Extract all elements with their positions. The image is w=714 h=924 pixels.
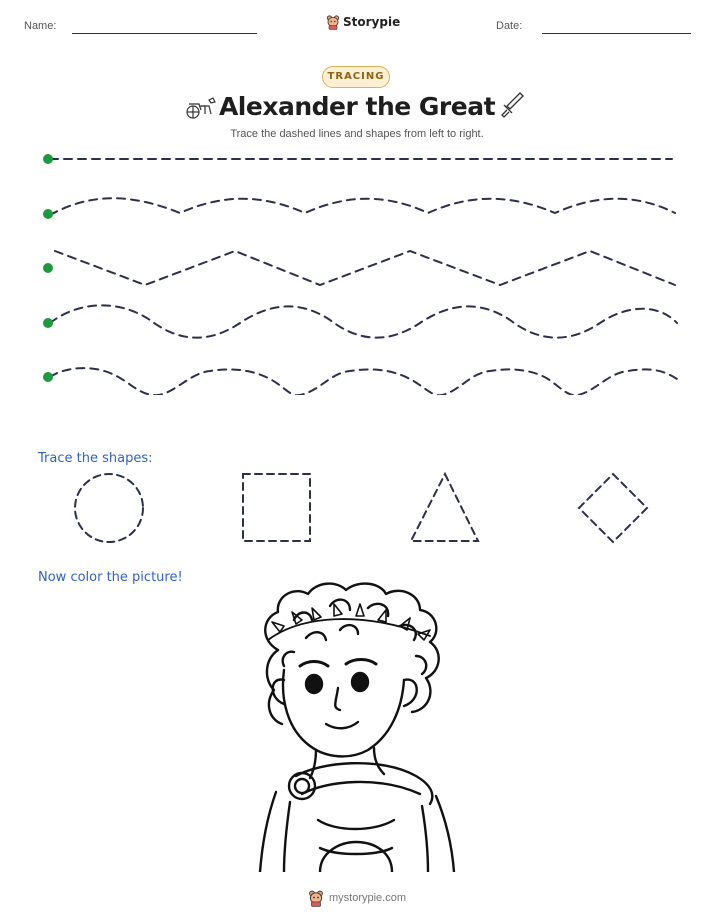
instructions: Trace the dashed lines and shapes from left to right. xyxy=(230,128,484,140)
shape-triangle[interactable] xyxy=(411,474,478,541)
start-dot xyxy=(43,209,53,219)
date-line[interactable] xyxy=(542,33,691,34)
start-dot xyxy=(43,263,53,273)
name-line[interactable] xyxy=(72,33,257,34)
sword-icon xyxy=(498,90,526,122)
shape-square[interactable] xyxy=(243,474,310,541)
page-title: Alexander the Great xyxy=(218,92,496,121)
start-dot xyxy=(43,372,53,382)
tracing-line-wave-2[interactable] xyxy=(50,305,677,337)
tracing-shapes xyxy=(0,468,714,548)
tracing-lines xyxy=(0,145,714,395)
date-label: Date: xyxy=(496,20,523,32)
name-label: Name: xyxy=(24,20,57,32)
bear-logo-icon xyxy=(308,889,324,907)
alexander-portrait[interactable] xyxy=(240,580,474,872)
bear-logo-icon xyxy=(326,14,340,30)
tracing-line-wave[interactable] xyxy=(50,198,675,215)
start-dot xyxy=(43,154,53,164)
shape-circle[interactable] xyxy=(75,474,143,542)
color-label: Now color the picture! xyxy=(38,570,183,585)
brand-name: Storypie xyxy=(343,15,401,29)
brand-logo xyxy=(326,14,400,30)
footer xyxy=(0,889,714,907)
tracing-line-bumpy[interactable] xyxy=(50,368,677,395)
footer-url[interactable]: mystorypie.com xyxy=(328,892,407,904)
tracing-line-zigzag[interactable] xyxy=(55,251,675,285)
tracing-badge: TRACING xyxy=(322,66,390,88)
shapes-label: Trace the shapes: xyxy=(38,451,153,466)
start-dot xyxy=(43,318,53,328)
shape-diamond[interactable] xyxy=(579,474,647,542)
